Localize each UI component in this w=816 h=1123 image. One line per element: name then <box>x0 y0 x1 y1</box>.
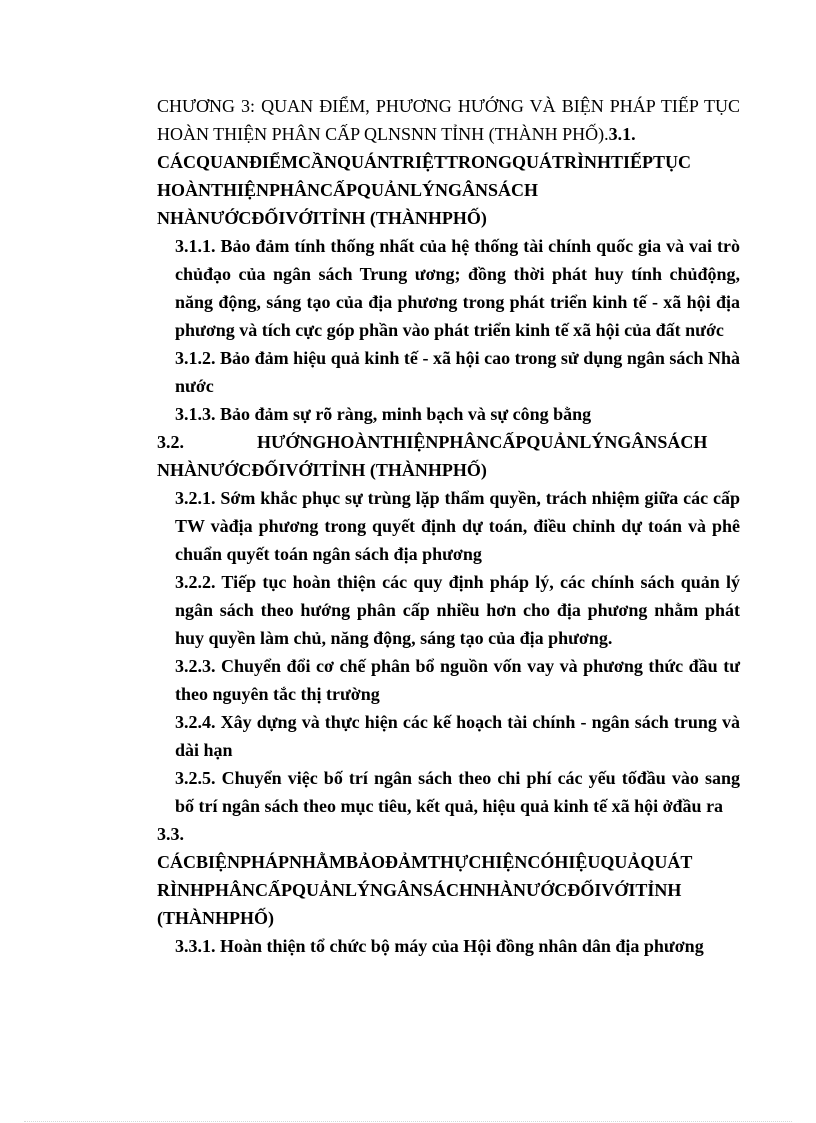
section-3-2-heading-line-1 <box>157 428 740 456</box>
section-3-3-heading-line-3: (THÀNHPHỐ) <box>157 908 274 928</box>
section-3-1-number: 3.1. <box>608 124 636 144</box>
item-3-2-3: 3.2.3. Chuyển đổi cơ chế phân bổ nguồn vốn vay và phương thức đầu tư theo nguyên tắc thị trường <box>175 656 740 704</box>
section-3-1-heading-line-1: CÁCQUANĐIỂMCẦNQUÁNTRIỆTTRONGQUÁTRÌNHTIẾPTỤC <box>157 152 692 172</box>
item-3-3-1: 3.3.1. Hoàn thiện tổ chức bộ máy của Hội đồng nhân dân địa phương <box>175 936 704 956</box>
section-3-2-title-line-1: HƯỚNGHOÀNTHIỆNPHÂNCẤPQUẢNLÝNGÂNSÁCH <box>257 432 708 452</box>
section-3-1-heading-line-3: NHÀNƯỚCĐỐIVỚITỈNH (THÀNHPHỐ) <box>157 208 487 228</box>
item-3-1-1: 3.1.1. Bảo đảm tính thống nhất của hệ thống tài chính quốc gia và vai trò chủđạo của ngân sách Trung ương; đồng thời phát huy tính chủđộng, năng động, sáng tạo của địa phương trong phát triển kinh tế - xã hội địa phương và tích cực góp phần vào phát triển kinh tế xã hội của đất nước <box>175 236 740 340</box>
section-3-1-heading <box>157 148 740 232</box>
section-3-2-number: 3.2. <box>157 432 184 452</box>
chapter-title-text: CHƯƠNG 3: QUAN ĐIỂM, PHƯƠNG HƯỚNG VÀ BIỆN PHÁP TIẾP TỤC HOÀN THIỆN PHÂN CẤP QLNSNN TỈNH (THÀNH PHỐ). <box>157 96 740 144</box>
chapter-title <box>157 92 740 148</box>
item-3-2-4: 3.2.4. Xây dựng và thực hiện các kế hoạch tài chính - ngân sách trung và dài hạn <box>175 712 740 760</box>
item-3-2-2: 3.2.2. Tiếp tục hoàn thiện các quy định pháp lý, các chính sách quản lý ngân sách theo hướng phân cấp nhiều hơn cho địa phương nhằm phát huy quyền làm chủ, năng động, sáng tạo của địa phương. <box>175 572 740 648</box>
section-3-2-heading-line-2: NHÀNƯỚCĐỐIVỚITỈNH (THÀNHPHỐ) <box>157 460 487 480</box>
section-3-3-heading-line-1: CÁCBIỆNPHÁPNHẰMBẢOĐẢMTHỰCHIỆNCÓHIỆUQUẢQUÁT <box>157 852 693 872</box>
section-3-3-heading-line-2: RÌNHPHÂNCẤPQUẢNLÝNGÂNSÁCHNHÀNƯỚCĐỐIVỚITỈNH <box>157 880 682 900</box>
section-3-3-heading <box>157 820 740 932</box>
item-3-1-3: 3.1.3. Bảo đảm sự rõ ràng, minh bạch và sự công bằng <box>175 404 592 424</box>
section-3-1-heading-line-2: HOÀNTHIỆNPHÂNCẤPQUẢNLÝNGÂNSÁCH <box>157 180 539 200</box>
item-3-2-1: 3.2.1. Sớm khắc phục sự trùng lặp thẩm quyền, trách nhiệm giữa các cấp TW vàđịa phương trong quyết định dự toán, điều chỉnh dự toán và phê chuẩn quyết toán ngân sách địa phương <box>175 488 740 564</box>
item-3-2-5: 3.2.5. Chuyển việc bố trí ngân sách theo chi phí các yếu tốđầu vào sang bố trí ngân sách theo mục tiêu, kết quả, hiệu quả kinh tế xã hội ởđầu ra <box>175 768 740 816</box>
section-3-3-number: 3.3. <box>157 824 184 844</box>
section-3-2-heading <box>157 428 740 484</box>
page-content <box>157 92 740 960</box>
item-3-1-2: 3.1.2. Bảo đảm hiệu quả kinh tế - xã hội cao trong sử dụng ngân sách Nhà nước <box>175 348 740 396</box>
page-bottom-divider <box>24 1121 792 1122</box>
